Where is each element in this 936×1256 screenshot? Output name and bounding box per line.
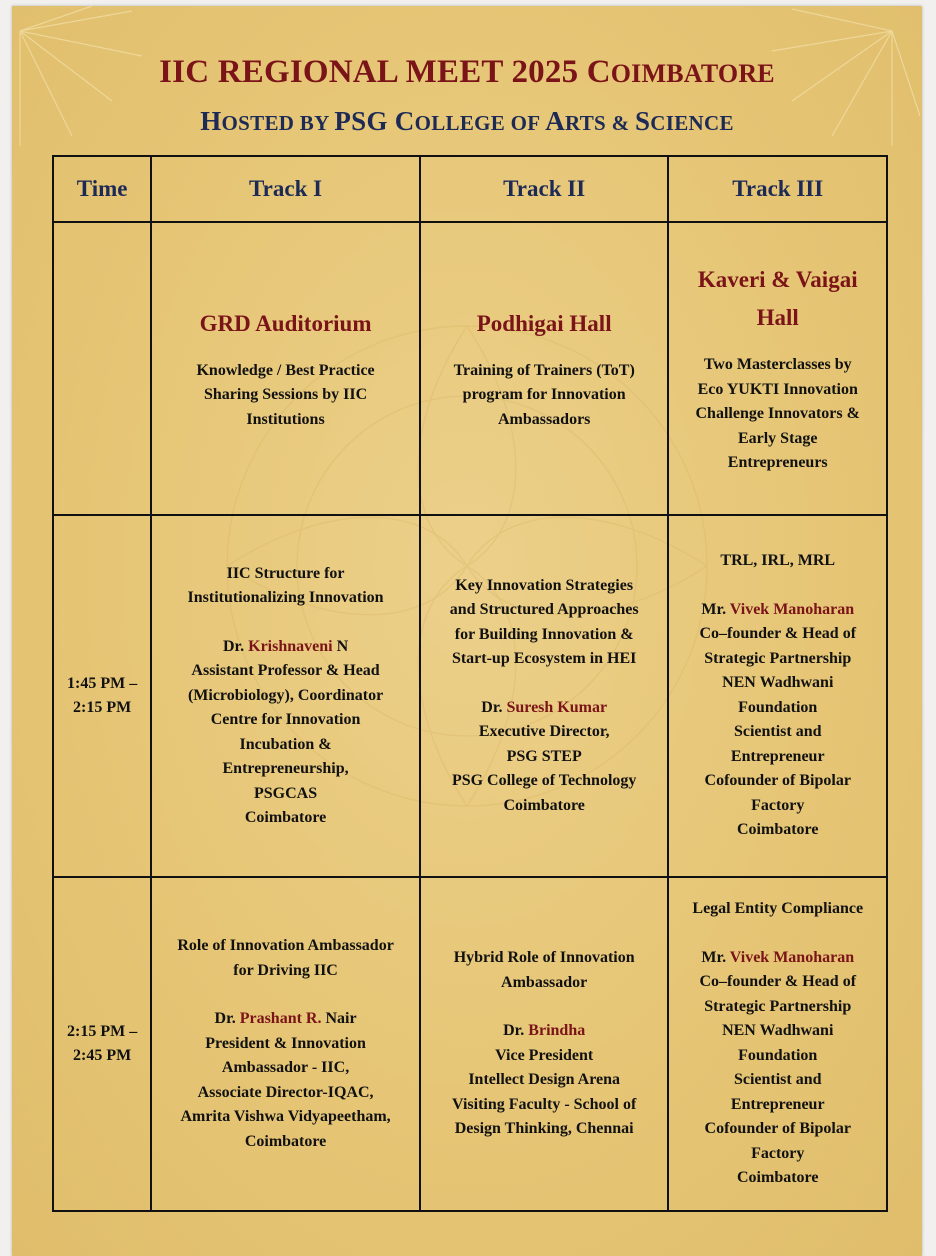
session-time xyxy=(53,515,151,877)
venue-time-cell xyxy=(53,222,151,515)
topic-line: TRL, IRL, MRL xyxy=(720,552,836,570)
speaker-name: Vivek Manoharan xyxy=(729,600,855,618)
detail-line: PSGCAS xyxy=(253,784,318,802)
speaker-name: Suresh Kumar xyxy=(506,698,608,716)
subtitle-part: A xyxy=(545,106,566,136)
detail-line: Scientist and xyxy=(733,723,822,741)
speaker-title: Mr. xyxy=(701,600,730,618)
time-line: 2:15 PM xyxy=(73,699,132,716)
venue-row xyxy=(53,222,887,515)
speaker-title: Mr. xyxy=(701,948,730,966)
subtitle-part: H xyxy=(200,106,222,136)
title-tail: OIMBATORE xyxy=(610,59,775,88)
speaker-name-line xyxy=(675,598,880,623)
session-cell-track-3 xyxy=(668,515,887,877)
subtitle-part: PSG C xyxy=(334,106,415,136)
detail-line: Entrepreneurship, xyxy=(222,760,349,777)
topic-line: Start-up Ecosystem in HEI xyxy=(451,650,637,668)
column-header-time: Time xyxy=(53,156,151,222)
speaker-title: Dr. xyxy=(503,1022,529,1040)
detail-line: Visiting Faculty - School of xyxy=(452,1095,637,1113)
column-header-track-3: Track III xyxy=(668,156,887,222)
detail-line: Ambassador - IIC, xyxy=(221,1059,350,1076)
session-time xyxy=(53,877,151,1211)
detail-line: NEN Wadhwani xyxy=(722,674,834,692)
detail-line: Foundation xyxy=(738,698,818,716)
detail-line: Scientist and xyxy=(733,1071,822,1089)
detail-line: Cofounder of Bipolar xyxy=(704,772,851,790)
detail-line: Centre for Innovation xyxy=(210,711,361,728)
speaker-name-line xyxy=(158,1007,413,1032)
detail-line: Coimbatore xyxy=(503,796,585,814)
schedule-poster xyxy=(12,6,922,1256)
session-cell-track-3 xyxy=(668,877,887,1211)
subtitle-part: S xyxy=(634,106,651,136)
detail-line: Co–founder & Head of xyxy=(699,973,857,991)
detail-line: Strategic Partnership xyxy=(704,997,852,1015)
detail-line: Design Thinking, Chennai xyxy=(454,1120,634,1138)
detail-line: PSG STEP xyxy=(506,747,582,765)
session-cell-track-1 xyxy=(151,877,420,1211)
detail-line: Assistant Professor & Head xyxy=(191,662,380,679)
speaker-name: Vivek Manoharan xyxy=(729,948,855,966)
session-row xyxy=(53,515,887,877)
session-cell-track-1 xyxy=(151,515,420,877)
topic-line: Ambassador xyxy=(501,973,588,991)
speaker-title: Dr. xyxy=(214,1010,240,1027)
speaker-name: Brindha xyxy=(528,1022,586,1040)
detail-line: Incubation & xyxy=(239,735,332,753)
detail-line: (Microbiology), Coordinator xyxy=(187,686,384,704)
topic-line: for Driving IIC xyxy=(233,961,338,979)
venue-desc-line: Two Masterclasses by xyxy=(703,356,852,374)
detail-line: Amrita Vishwa Vidyapeetham, xyxy=(180,1108,391,1125)
detail-line: Associate Director-IQAC, xyxy=(197,1083,374,1101)
speaker-name-line xyxy=(158,635,413,660)
venue-name: GRD Auditorium xyxy=(199,310,372,336)
header-row xyxy=(53,156,887,222)
topic-line: Institutionalizing Innovation xyxy=(187,589,384,606)
detail-line: Intellect Design Arena xyxy=(468,1071,621,1089)
speaker-name-line xyxy=(427,1019,662,1044)
subtitle-part: OSTED BY xyxy=(221,111,335,135)
venue-desc-line: Institutions xyxy=(246,410,325,428)
poster-title xyxy=(12,54,922,91)
venue-desc-line: Entrepreneurs xyxy=(727,454,828,472)
speaker-name-line xyxy=(427,696,662,721)
venue-name: Podhigai Hall xyxy=(476,310,612,336)
venue-cell-track-2 xyxy=(420,222,669,515)
venue-desc-line: Early Stage xyxy=(737,429,818,447)
detail-line: Co–founder & Head of xyxy=(699,625,857,643)
schedule-table xyxy=(52,155,888,1212)
session-row xyxy=(53,877,887,1211)
topic-line: for Building Innovation & xyxy=(454,625,634,643)
detail-line: Cofounder of Bipolar xyxy=(704,1120,851,1138)
time-line: 2:15 PM – xyxy=(67,1022,138,1040)
detail-line: PSG College of Technology xyxy=(451,772,637,790)
detail-line: President & Innovation xyxy=(205,1034,366,1052)
detail-line: Factory xyxy=(751,796,805,814)
topic-line: Legal Entity Compliance xyxy=(692,900,864,918)
time-line: 1:45 PM – xyxy=(67,674,138,692)
column-header-track-2: Track II xyxy=(420,156,669,222)
topic-line: IIC Structure for xyxy=(226,564,345,582)
subtitle-part: CIENCE xyxy=(650,111,734,135)
detail-line: Strategic Partnership xyxy=(704,649,852,667)
detail-line: Factory xyxy=(751,1144,805,1162)
title-main: IIC REGIONAL MEET 2025 C xyxy=(159,54,611,90)
venue-cell-track-1 xyxy=(151,222,420,515)
poster-subtitle xyxy=(12,106,922,137)
venue-desc-line: Challenge Innovators & xyxy=(695,405,860,423)
column-header-track-1: Track I xyxy=(151,156,420,222)
speaker-name: Krishnaveni xyxy=(248,637,333,655)
subtitle-part: RTS & xyxy=(565,111,635,135)
topic-line: Key Innovation Strategies xyxy=(455,576,634,594)
topic-line: Hybrid Role of Innovation xyxy=(453,949,635,967)
speaker-title: Dr. xyxy=(481,698,507,716)
venue-desc-line: Ambassadors xyxy=(497,410,591,428)
detail-line: Vice President xyxy=(495,1046,594,1064)
venue-name: Kaveri & Vaigai xyxy=(697,267,858,293)
detail-line: Entrepreneur xyxy=(730,747,825,765)
detail-line: Coimbatore xyxy=(244,1132,327,1150)
detail-line: Entrepreneur xyxy=(730,1095,825,1113)
subtitle-part: OLLEGE OF xyxy=(414,111,546,135)
speaker-title: Dr. xyxy=(222,637,249,655)
venue-cell-track-3 xyxy=(668,222,887,515)
session-cell-track-2 xyxy=(420,877,669,1211)
venue-desc-line: program for Innovation xyxy=(462,386,626,404)
time-line: 2:45 PM xyxy=(73,1047,132,1064)
speaker-name: Prashant R. xyxy=(239,1010,322,1027)
venue-desc-line: Eco YUKTI Innovation xyxy=(697,380,858,398)
topic-line: and Structured Approaches xyxy=(449,601,639,619)
venue-desc-line: Knowledge / Best Practice xyxy=(196,361,375,379)
session-cell-track-2 xyxy=(420,515,669,877)
detail-line: Coimbatore xyxy=(244,809,327,826)
venue-desc-line: Training of Trainers (ToT) xyxy=(453,361,635,379)
detail-line: Foundation xyxy=(738,1046,818,1064)
venue-name: Hall xyxy=(756,305,799,331)
speaker-name-suffix: N xyxy=(332,637,349,655)
speaker-name-suffix: Nair xyxy=(321,1010,357,1027)
detail-line: Coimbatore xyxy=(737,821,819,839)
detail-line: Executive Director, xyxy=(478,723,610,741)
speaker-name-line xyxy=(675,946,880,971)
detail-line: NEN Wadhwani xyxy=(722,1022,834,1040)
venue-desc-line: Sharing Sessions by IIC xyxy=(203,386,368,404)
detail-line: Coimbatore xyxy=(737,1169,819,1187)
topic-line: Role of Innovation Ambassador xyxy=(177,937,394,954)
